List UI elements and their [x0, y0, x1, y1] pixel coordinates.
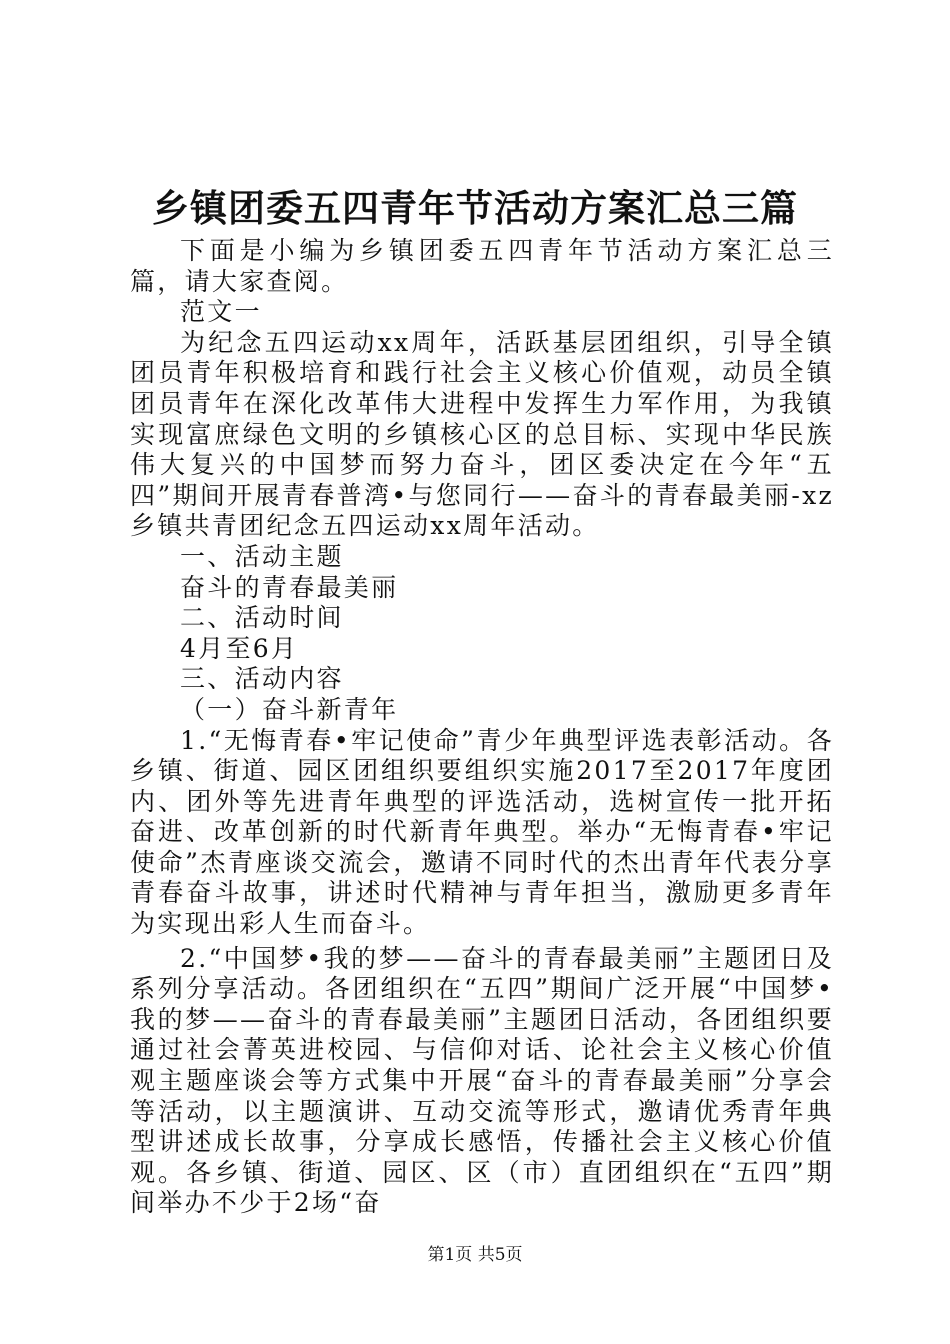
- heading-activity-content: 三、活动内容: [180, 664, 344, 694]
- page-indicator: 第1页 共5页: [427, 1245, 523, 1265]
- subheading-struggle-youth: （一）奋斗新青年: [180, 694, 399, 724]
- item-one-paragraph: 1.“无悔青春•牢记使命”青少年典型评选表彰活动。各乡镇、街道、园区团组织要组织实施2017至2017年度团内、团外等先进青年典型的评选活动，选树宣传一批开拓奋进、改革创新的时代新青年典型。举办“无悔青春•牢记使命”杰青座谈交流会，邀请不同时代的杰出青年代表分享青春奋斗故事，讲述时代精神与青年担当，激励更多青年为实现出彩人生而奋斗。: [130, 725, 834, 939]
- heading-activity-time: 二、活动时间: [180, 603, 344, 633]
- activity-time-text: 4月至6月: [180, 633, 299, 663]
- document-title: 乡镇团委五四青年节活动方案汇总三篇: [152, 186, 798, 230]
- document-body: [130, 236, 834, 1219]
- item-two-paragraph: 2.“中国梦•我的梦——奋斗的青春最美丽”主题团日及系列分享活动。各团组织在“五四”期间广泛开展“中国梦•我的梦——奋斗的青春最美丽”主题团日活动，各团组织要通过社会菁英进校园、与信仰对话、论社会主义核心价值观主题座谈会等方式集中开展“奋斗的青春最美丽”分享会等活动，以主题演讲、互动交流等形式，邀请优秀青年典型讲述成长故事，分享成长感悟，传播社会主义核心价值观。各乡镇、街道、园区、区（市）直团组织在“五四”期间举办不少于2场“奋: [130, 943, 834, 1218]
- section-heading-sample-one: 范文一: [180, 297, 262, 327]
- activity-theme-text: 奋斗的青春最美丽: [180, 572, 399, 602]
- heading-activity-theme: 一、活动主题: [180, 541, 344, 571]
- body-paragraph: 为纪念五四运动xx周年，活跃基层团组织，引导全镇团员青年积极培育和践行社会主义核心价值观，动员全镇团员青年在深化改革伟大进程中发挥生力军作用，为我镇实现富庶绿色文明的乡镇核心区的总目标、实现中华民族伟大复兴的中国梦而努力奋斗，团区委决定在今年“五四”期间开展青春普湾•与您同行——奋斗的青春最美丽-xz乡镇共青团纪念五四运动xx周年活动。: [130, 327, 834, 541]
- intro-paragraph: 下面是小编为乡镇团委五四青年节活动方案汇总三篇，请大家查阅。: [130, 236, 834, 296]
